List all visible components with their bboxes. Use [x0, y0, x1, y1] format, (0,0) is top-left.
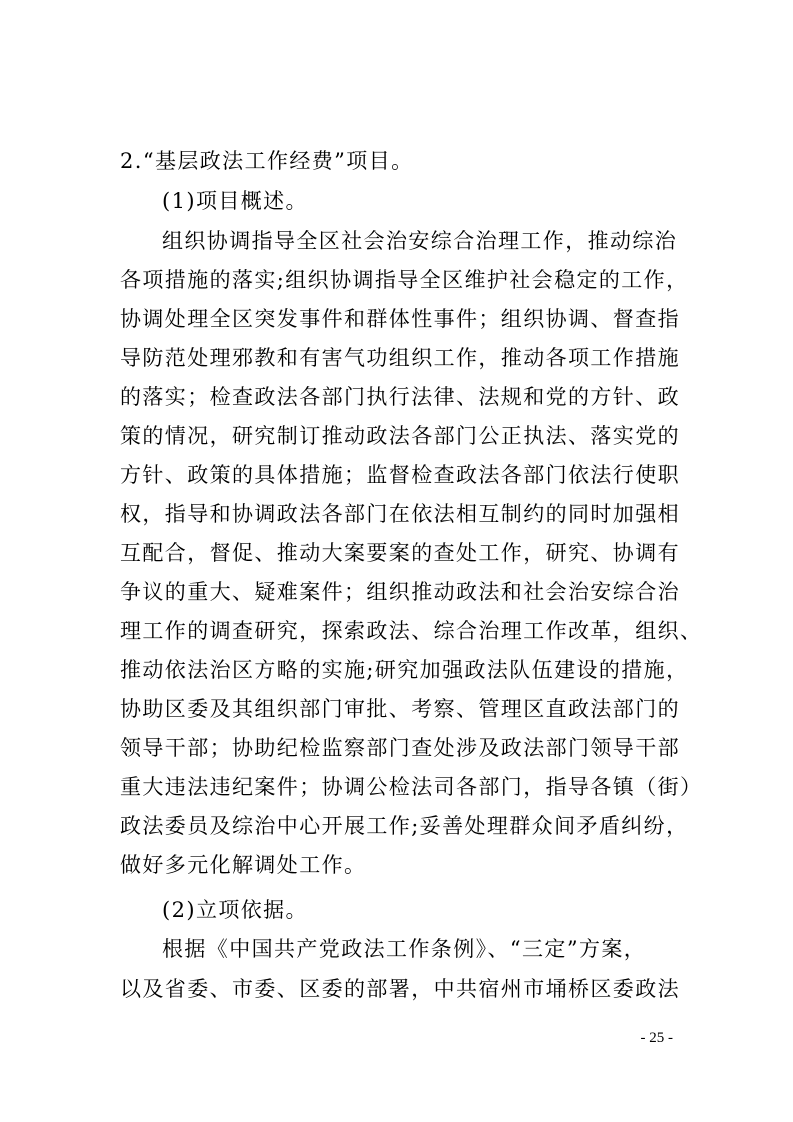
paragraph-line: 领导干部；协助纪检监察部门查处涉及政法部门领导干部 [120, 736, 680, 760]
paragraph-line: 的落实；检查政法各部门执行法律、法规和党的方针、政 [120, 385, 680, 409]
paragraph-line: 互配合，督促、推动大案要案的查处工作，研究、协调有 [120, 541, 680, 565]
section-heading: 2.“基层政法工作经费”项目。 [120, 149, 414, 173]
paragraph-line: 策的情况，研究制订推动政法各部门公正执法、落实党的 [120, 424, 680, 448]
subsection-title-basis: (2)立项依据。 [162, 898, 308, 922]
paragraph-line: 重大违法违纪案件；协调公检法司各部门，指导各镇（街） [120, 775, 703, 799]
paragraph-line: 推动依法治区方略的实施;研究加强政法队伍建设的措施， [120, 658, 689, 682]
paragraph-line: 政法委员及综治中心开展工作;妥善处理群众间矛盾纠纷， [120, 814, 689, 838]
paragraph-line: 协调处理全区突发事件和群体性事件；组织协调、督查指 [120, 307, 680, 331]
paragraph-line: 权，指导和协调政法各部门在依法相互制约的同时加强相 [120, 502, 680, 526]
paragraph-line: 协助区委及其组织部门审批、考察、管理区直政法部门的 [120, 697, 680, 721]
paragraph-line: 做好多元化解调处工作。 [120, 853, 367, 877]
paragraph-line: 导防范处理邪教和有害气功组织工作，推动各项工作措施 [120, 346, 680, 370]
subsection-title-overview: (1)项目概述。 [162, 189, 308, 213]
paragraph-line: 以及省委、市委、区委的部署，中共宿州市埇桥区委政法 [120, 977, 680, 1001]
page-number: - 25 - [640, 1030, 673, 1046]
paragraph-line: 方针、政策的具体措施；监督检查政法各部门依法行使职 [120, 463, 680, 487]
paragraph-line: 理工作的调查研究，探索政法、综合治理工作改革，组织、 [120, 619, 703, 643]
paragraph-line: 各项措施的落实;组织协调指导全区维护社会稳定的工作， [120, 268, 689, 292]
paragraph-line: 争议的重大、疑难案件；组织推动政法和社会治安综合治 [120, 580, 680, 604]
paragraph-line: 根据《中国共产党政法工作条例》、“三定”方案， [162, 937, 647, 961]
paragraph-line: 组织协调指导全区社会治安综合治理工作，推动综治 [162, 229, 678, 253]
